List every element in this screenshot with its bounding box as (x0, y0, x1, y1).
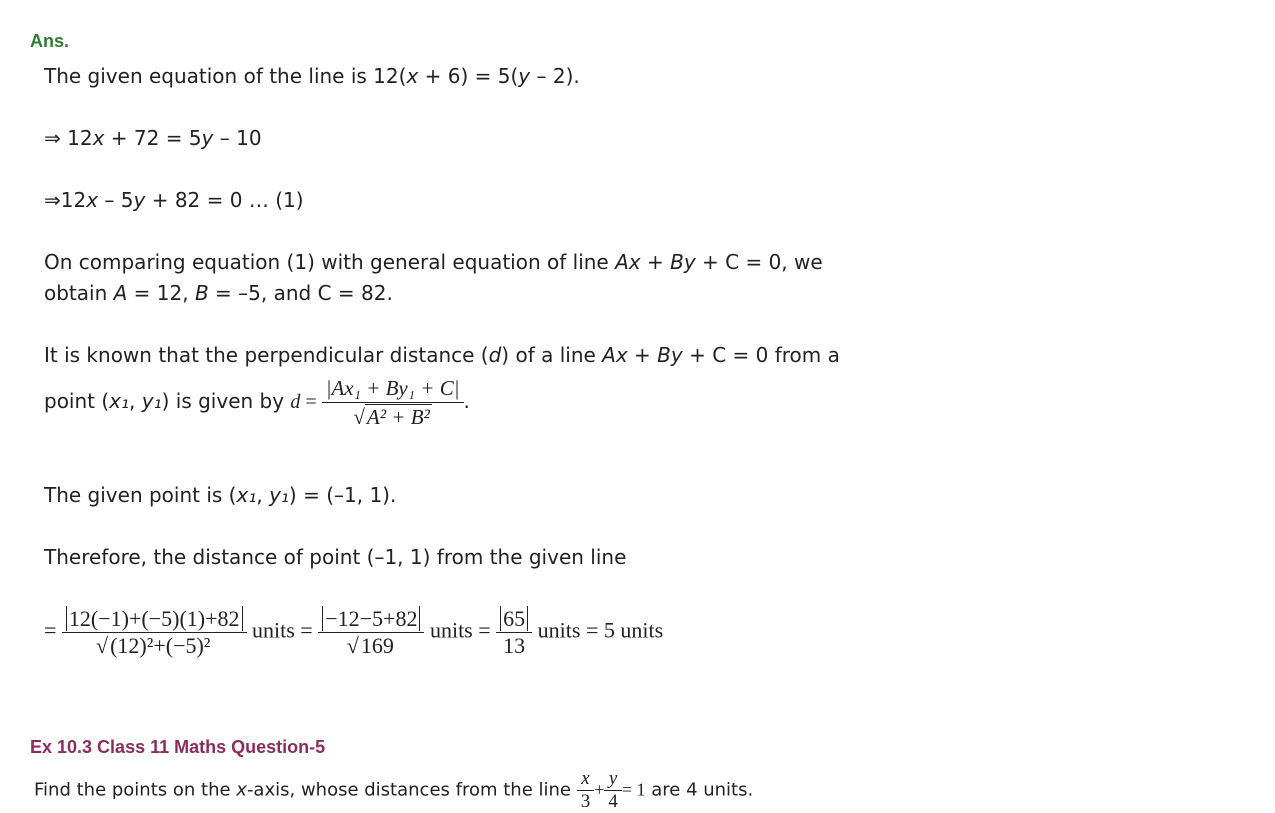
fraction-step-2: $\frac{-12-5+82}{√169}$ (318, 606, 424, 659)
distance-formula: $\frac{\text{|Ax₁ + By₁ + C|}}{\text{√A² + B²}}$ (322, 374, 464, 431)
solution-line-8: The given point is (x₁, y₁) = (–1, 1). (44, 483, 397, 507)
distance-calculation: = $\frac{12(-1)+(-5)(1)+82}{\text{√(12)²+(−5)²}}$ units = $\frac{-12-5+82}{√169}$ units = $\frac{65}{13}$ units = 5 units (44, 606, 664, 658)
fraction-step-1: $\frac{12(-1)+(-5)(1)+82}{\text{√(12)²+(−5)²}}$ (62, 606, 247, 659)
answer-label: Ans. (30, 31, 70, 51)
question-text: Find the points on the x-axis, whose distances from the line $\frac{x}{3}$ + $\frac{y}{4}$ = 1 are 4 units. (34, 768, 754, 812)
solution-line-1: The given equation of the line is 12(x + 6) = 5(y – 2). (44, 64, 580, 88)
solution-line-6: It is known that the perpendicular distance (d) of a line Ax + By + C = 0 from a (44, 343, 840, 367)
solution-line-3: ⇒12x – 5y + 82 = 0 … (1) (44, 188, 304, 212)
solution-line-4: On comparing equation (1) with general equation of line Ax + By + C = 0, we (44, 250, 823, 274)
solution-line-7: point (x₁, y₁) is given by d = $\frac{\text{|Ax₁ + By₁ + C|}}{\text{√A² + B²}}$ . (44, 376, 470, 429)
solution-line-9: Therefore, the distance of point (–1, 1) from the given line (44, 545, 627, 569)
fraction-step-3: $\frac{65}{13}$ (496, 606, 532, 659)
line-equation-fraction-y: $\frac{y}{4}$ (604, 768, 622, 813)
line-equation-fraction-x: $\frac{x}{3}$ (577, 768, 595, 813)
solution-line-2: ⇒ 12x + 72 = 5y – 10 (44, 126, 262, 150)
question-heading: Ex 10.3 Class 11 Maths Question-5 (30, 737, 326, 757)
solution-line-5: obtain A = 12, B = –5, and C = 82. (44, 281, 393, 305)
